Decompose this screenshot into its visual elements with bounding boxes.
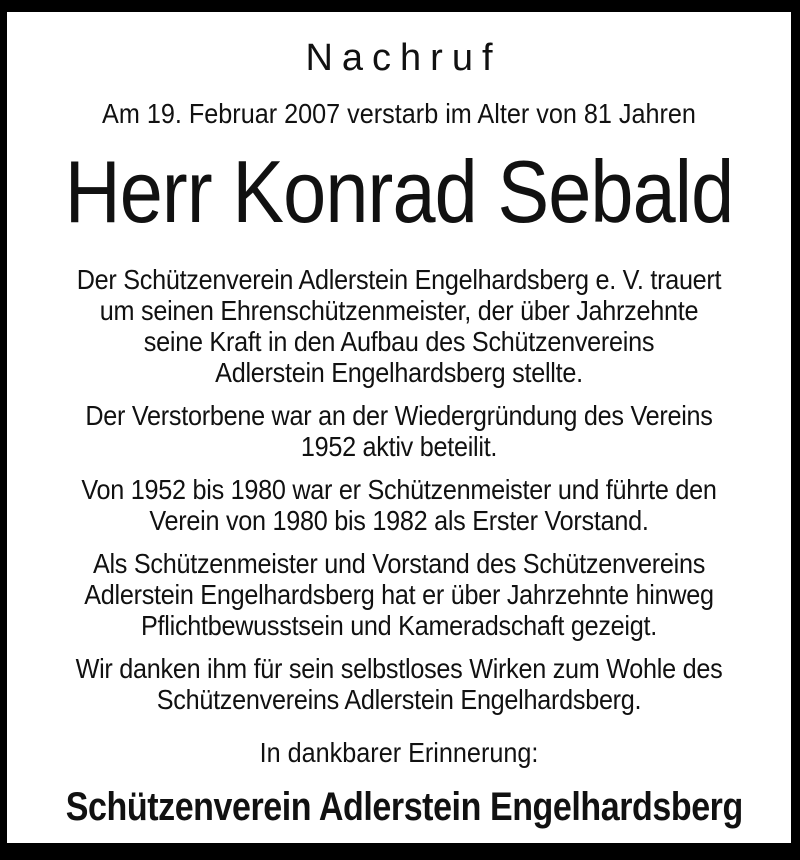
paragraph bbox=[7, 474, 791, 536]
paragraph-line: Schützenvereins Adlerstein Engelhardsberg. bbox=[156, 684, 642, 715]
paragraph bbox=[7, 653, 791, 715]
paragraph-line: Der Schützenverein Adlerstein Engelhardsberg e. V. trauert bbox=[76, 264, 722, 295]
signature-club-name: Schützenverein Adlerstein Engelhardsberg bbox=[65, 785, 743, 829]
obituary-page bbox=[7, 12, 791, 843]
paragraph-line: 1952 aktiv beteilit. bbox=[300, 431, 498, 462]
paragraph-line: Von 1952 bis 1980 war er Schützenmeister und führte den bbox=[81, 474, 717, 505]
paragraph-line: Der Verstorbene war an der Wiedergründung des Vereins bbox=[85, 400, 713, 431]
paragraph-line: Verein von 1980 bis 1982 als Erster Vorstand. bbox=[149, 505, 649, 536]
paragraph-line: Als Schützenmeister und Vorstand des Schützenvereins bbox=[92, 548, 706, 579]
paragraph bbox=[7, 400, 791, 462]
paragraph-line: Adlerstein Engelhardsberg stellte. bbox=[215, 357, 583, 388]
paragraph-line: Wir danken ihm für sein selbstloses Wirken zum Wohle des bbox=[75, 653, 723, 684]
paragraph-line: Adlerstein Engelhardsberg hat er über Jahrzehnte hinweg bbox=[84, 579, 714, 610]
paragraph-line: um seinen Ehrenschützenmeister, der über Jahrzehnte bbox=[99, 295, 699, 326]
paragraph-line: Pflichtbewusstsein und Kameradschaft gezeigt. bbox=[141, 610, 657, 641]
obituary-title: Nachruf bbox=[305, 37, 502, 79]
death-date-line: Am 19. Februar 2007 verstarb im Alter von 81 Jahren bbox=[102, 98, 696, 129]
deceased-name: Herr Konrad Sebald bbox=[64, 142, 734, 241]
paragraph bbox=[7, 548, 791, 641]
paragraph bbox=[7, 264, 791, 388]
paragraph-line: seine Kraft in den Aufbau des Schützenvereins bbox=[143, 326, 655, 357]
closing-line: In dankbarer Erinnerung: bbox=[259, 737, 539, 768]
